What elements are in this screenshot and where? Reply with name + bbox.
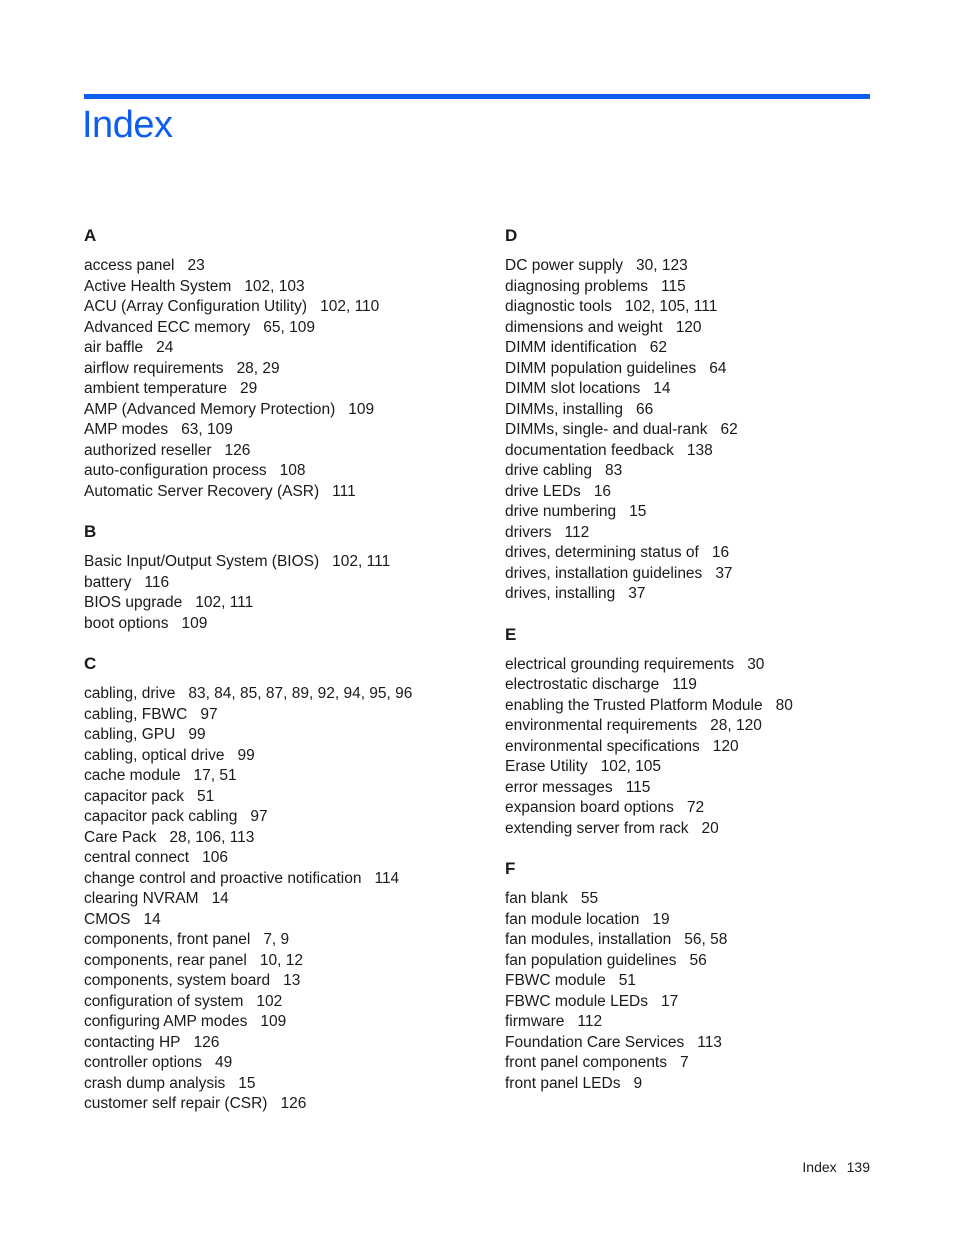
entry-term: change control and proactive notification (84, 869, 362, 887)
entry-pages[interactable]: 113 (697, 1033, 722, 1051)
entry-pages[interactable]: 102, 105, 111 (624, 298, 718, 315)
index-section (84, 224, 484, 502)
entry-term: error messages (505, 778, 613, 796)
entry-pages[interactable]: 115 (625, 778, 651, 796)
entry-pages[interactable]: 112 (577, 1013, 603, 1030)
entry-term: drives, installing (505, 585, 616, 602)
index-entry (505, 379, 885, 400)
entry-term: AMP modes (84, 421, 169, 438)
index-entry (505, 359, 885, 380)
entry-term: cache module (84, 767, 181, 784)
entry-term: capacitor pack (84, 787, 184, 805)
index-entry (505, 564, 885, 585)
index-section (505, 224, 885, 605)
entry-term: Foundation Care Services (505, 1033, 685, 1051)
entry-term: cabling, drive (84, 685, 176, 702)
index-entry (505, 277, 885, 298)
entry-pages[interactable]: 51 (618, 972, 637, 989)
index-entry (84, 1053, 484, 1074)
index-column-right (505, 224, 885, 1112)
entry-pages[interactable]: 83, 84, 85, 87, 89, 92, 94, 95, 96 (188, 685, 413, 702)
entry-pages[interactable]: 30, 123 (636, 257, 688, 274)
entry-term: DIMMs, single- and dual-rank (505, 421, 708, 438)
index-entry (84, 910, 484, 931)
entry-pages[interactable]: 14 (653, 380, 671, 397)
entry-list (505, 655, 885, 840)
entry-pages[interactable]: 56 (689, 951, 707, 969)
entry-term: customer self repair (CSR) (84, 1095, 268, 1112)
entry-term: DIMM population guidelines (505, 359, 697, 377)
entry-term: environmental specifications (505, 737, 700, 755)
index-entry (84, 889, 484, 910)
entry-term: BIOS upgrade (84, 594, 183, 611)
index-entry (84, 318, 484, 339)
entry-pages[interactable]: 115 (661, 277, 686, 295)
index-entry (505, 1074, 885, 1095)
section-letter: E (505, 624, 517, 644)
index-entry (505, 819, 885, 840)
entry-term: drive LEDs (505, 482, 581, 500)
entry-pages[interactable]: 126 (224, 441, 251, 459)
index-entry (505, 297, 885, 318)
entry-term: fan modules, installation (505, 931, 672, 948)
entry-term: front panel components (505, 1054, 667, 1071)
entry-pages[interactable]: 15 (238, 1074, 256, 1092)
entry-term: documentation feedback (505, 441, 674, 459)
index-entry (84, 482, 484, 503)
entry-pages[interactable]: 37 (715, 564, 733, 582)
page-footer (802, 1157, 870, 1177)
entry-term: cabling, FBWC (84, 705, 188, 723)
index-entry (505, 910, 885, 931)
index-entry (84, 338, 484, 359)
page-title: Index (82, 104, 173, 146)
index-entry (505, 523, 885, 544)
title-rule (84, 94, 870, 99)
index-entry (84, 725, 484, 746)
index-entry (505, 951, 885, 972)
entry-pages[interactable]: 97 (200, 705, 218, 723)
entry-pages[interactable]: 99 (237, 746, 255, 764)
index-entry (505, 420, 885, 441)
entry-pages[interactable]: 108 (279, 462, 306, 479)
entry-term: expansion board options (505, 799, 674, 816)
entry-pages[interactable]: 63, 109 (181, 421, 233, 438)
entry-term: components, system board (84, 972, 271, 989)
entry-term: configuring AMP modes (84, 1013, 248, 1030)
index-entry (505, 256, 885, 277)
entry-term: DIMM slot locations (505, 380, 641, 397)
index-entry (84, 593, 484, 614)
index-entry (84, 787, 484, 808)
index-entry (84, 746, 484, 767)
index-entry (84, 297, 484, 318)
index-column-left (84, 224, 484, 1133)
entry-pages[interactable]: 17 (660, 992, 679, 1010)
entry-pages[interactable]: 56, 58 (684, 931, 728, 948)
entry-pages[interactable]: 102, 103 (244, 277, 305, 295)
entry-pages[interactable]: 102 (256, 992, 283, 1010)
entry-term: FBWC module LEDs (505, 992, 648, 1010)
entry-pages[interactable]: 109 (181, 614, 208, 632)
section-letter: A (84, 226, 97, 245)
entry-term: DC power supply (505, 257, 624, 274)
entry-term: AMP (Advanced Memory Protection) (84, 400, 336, 418)
entry-pages[interactable]: 114 (374, 869, 400, 887)
index-entry (84, 807, 484, 828)
entry-pages[interactable]: 120 (712, 737, 739, 755)
page-number: 139 (846, 1159, 870, 1175)
index-entry (505, 338, 885, 359)
index-entry (505, 318, 885, 339)
entry-term: firmware (505, 1013, 565, 1030)
entry-pages[interactable]: 64 (709, 359, 727, 377)
entry-pages[interactable]: 28, 120 (710, 717, 762, 734)
entry-pages[interactable]: 13 (283, 972, 301, 989)
entry-term: Active Health System (84, 277, 232, 295)
entry-term: drive numbering (505, 503, 617, 520)
index-entry (84, 1094, 484, 1115)
index-entry (505, 502, 885, 523)
entry-pages[interactable]: 20 (701, 819, 719, 837)
entry-pages[interactable]: 126 (280, 1095, 307, 1112)
index-entry (84, 420, 484, 441)
entry-pages[interactable]: 51 (196, 787, 215, 805)
index-entry (505, 482, 885, 503)
entry-list (505, 889, 885, 1094)
entry-pages[interactable]: 65, 109 (263, 318, 315, 336)
entry-term: fan blank (505, 890, 568, 907)
index-entry (84, 930, 484, 951)
entry-pages[interactable]: 111 (332, 482, 356, 500)
entry-pages[interactable]: 138 (686, 441, 713, 459)
entry-term: authorized reseller (84, 441, 212, 459)
section-letter: F (505, 859, 516, 878)
index-entry (84, 461, 484, 482)
index-entry (84, 256, 484, 277)
entry-term: cabling, GPU (84, 726, 176, 743)
entry-pages[interactable]: 16 (593, 482, 612, 500)
index-entry (84, 400, 484, 421)
index-entry (505, 798, 885, 819)
index-section (84, 652, 484, 1115)
index-entry (505, 971, 885, 992)
entry-term: fan population guidelines (505, 951, 677, 969)
index-entry (505, 930, 885, 951)
entry-pages[interactable]: 9 (633, 1074, 643, 1092)
index-section (505, 857, 885, 1094)
entry-term: components, front panel (84, 931, 251, 948)
entry-pages[interactable]: 116 (144, 573, 170, 591)
entry-term: fan module location (505, 910, 640, 928)
index-entry (84, 573, 484, 594)
section-letter: C (84, 654, 97, 673)
entry-pages[interactable]: 112 (564, 523, 590, 541)
index-entry (505, 584, 885, 605)
entry-pages[interactable]: 97 (250, 808, 268, 825)
entry-pages[interactable]: 30 (747, 655, 765, 673)
entry-term: boot options (84, 614, 169, 632)
index-entry (84, 869, 484, 890)
index-entry (505, 696, 885, 717)
entry-term: crash dump analysis (84, 1074, 226, 1092)
entry-pages[interactable]: 102, 111 (332, 553, 391, 570)
entry-pages[interactable]: 15 (629, 503, 647, 520)
index-entry (505, 655, 885, 676)
index-entry (84, 441, 484, 462)
entry-pages[interactable]: 62 (649, 339, 668, 356)
entry-term: Basic Input/Output System (BIOS) (84, 553, 320, 570)
entry-list (505, 256, 885, 605)
index-entry (84, 379, 484, 400)
entry-term: electrical grounding requirements (505, 655, 735, 673)
entry-term: front panel LEDs (505, 1074, 621, 1092)
index-entry (84, 992, 484, 1013)
entry-term: dimensions and weight (505, 318, 663, 336)
entry-term: Automatic Server Recovery (ASR) (84, 482, 320, 500)
index-entry (84, 848, 484, 869)
entry-pages[interactable]: 7 (680, 1054, 689, 1071)
section-letter: D (505, 226, 518, 245)
index-entry (505, 778, 885, 799)
index-entry (505, 889, 885, 910)
entry-term: enabling the Trusted Platform Module (505, 696, 763, 714)
index-entry (84, 705, 484, 726)
index-entry (505, 461, 885, 482)
entry-term: FBWC module (505, 972, 606, 989)
entry-term: Erase Utility (505, 758, 588, 775)
entry-term: battery (84, 573, 132, 591)
entry-list (84, 256, 484, 502)
index-section (84, 520, 484, 634)
entry-pages[interactable]: 49 (215, 1054, 233, 1071)
entry-term: clearing NVRAM (84, 890, 199, 907)
index-entry (84, 277, 484, 298)
index-entry (505, 757, 885, 778)
entry-pages[interactable]: 106 (202, 849, 228, 866)
entry-pages[interactable]: 102, 110 (320, 298, 380, 315)
entry-term: electrostatic discharge (505, 676, 660, 693)
entry-term: components, rear panel (84, 951, 247, 969)
entry-term: air baffle (84, 339, 144, 356)
entry-pages[interactable]: 23 (187, 257, 205, 274)
entry-term: diagnostic tools (505, 298, 612, 315)
entry-term: drives, installation guidelines (505, 564, 703, 582)
entry-pages[interactable]: 17, 51 (193, 767, 237, 784)
entry-term: DIMMs, installing (505, 400, 623, 418)
index-entry (84, 951, 484, 972)
index-entry (84, 684, 484, 705)
entry-list (84, 552, 484, 634)
entry-term: central connect (84, 849, 190, 866)
footer-label: Index (802, 1159, 837, 1175)
index-entry (84, 1074, 484, 1095)
entry-term: DIMM identification (505, 339, 637, 356)
entry-term: CMOS (84, 910, 131, 928)
entry-pages[interactable]: 55 (580, 890, 599, 907)
entry-term: cabling, optical drive (84, 746, 225, 764)
entry-term: ACU (Array Configuration Utility) (84, 298, 308, 315)
entry-pages[interactable]: 37 (628, 585, 646, 602)
index-entry (505, 992, 885, 1013)
index-entry (84, 552, 484, 573)
entry-term: ambient temperature (84, 380, 228, 397)
entry-pages[interactable]: 102, 111 (195, 594, 254, 611)
index-entry (505, 716, 885, 737)
index-entry (505, 1012, 885, 1033)
entry-pages[interactable]: 62 (720, 421, 738, 438)
entry-pages[interactable]: 28, 29 (236, 359, 280, 377)
index-entry (505, 400, 885, 421)
entry-term: drive cabling (505, 462, 593, 479)
index-entry (84, 359, 484, 380)
entry-term: extending server from rack (505, 819, 689, 837)
index-entry (84, 614, 484, 635)
entry-term: configuration of system (84, 992, 244, 1010)
index-entry (84, 828, 484, 849)
entry-list (84, 684, 484, 1115)
entry-pages[interactable]: 16 (711, 544, 730, 561)
entry-term: environmental requirements (505, 717, 698, 734)
entry-pages[interactable]: 66 (636, 400, 654, 418)
entry-term: airflow requirements (84, 359, 224, 377)
entry-pages[interactable]: 28, 106, 113 (169, 828, 255, 846)
entry-pages[interactable]: 14 (143, 910, 161, 928)
section-letter: B (84, 522, 97, 541)
entry-pages[interactable]: 99 (188, 726, 206, 743)
entry-pages[interactable]: 102, 105 (600, 758, 662, 775)
entry-pages[interactable]: 80 (775, 696, 793, 714)
entry-pages[interactable]: 29 (240, 380, 258, 397)
entry-pages[interactable]: 72 (686, 799, 705, 816)
entry-pages[interactable]: 109 (348, 400, 375, 418)
index-entry (505, 543, 885, 564)
index-section (505, 623, 885, 840)
index-entry (505, 737, 885, 758)
index-entry (505, 441, 885, 462)
entry-pages[interactable]: 14 (211, 890, 229, 907)
index-entry (505, 1053, 885, 1074)
index-entry (84, 1012, 484, 1033)
entry-pages[interactable]: 19 (652, 910, 670, 928)
entry-term: drivers (505, 523, 552, 541)
entry-term: contacting HP (84, 1033, 181, 1051)
entry-term: capacitor pack cabling (84, 808, 238, 825)
entry-term: Advanced ECC memory (84, 318, 251, 336)
entry-term: Care Pack (84, 828, 157, 846)
entry-pages[interactable]: 83 (605, 462, 623, 479)
entry-pages[interactable]: 7, 9 (263, 931, 290, 948)
entry-pages[interactable]: 119 (672, 676, 697, 693)
entry-pages[interactable]: 10, 12 (259, 951, 303, 969)
entry-pages[interactable]: 120 (675, 318, 702, 336)
index-entry (84, 766, 484, 787)
index-entry (505, 675, 885, 696)
entry-term: drives, determining status of (505, 544, 699, 561)
entry-term: controller options (84, 1054, 203, 1071)
entry-term: auto-configuration process (84, 462, 267, 479)
index-entry (84, 1033, 484, 1054)
entry-term: access panel (84, 257, 175, 274)
entry-pages[interactable]: 126 (193, 1033, 220, 1051)
entry-pages[interactable]: 24 (156, 339, 174, 356)
entry-term: diagnosing problems (505, 277, 649, 295)
entry-pages[interactable]: 109 (260, 1013, 287, 1030)
index-entry (505, 1033, 885, 1054)
index-entry (84, 971, 484, 992)
